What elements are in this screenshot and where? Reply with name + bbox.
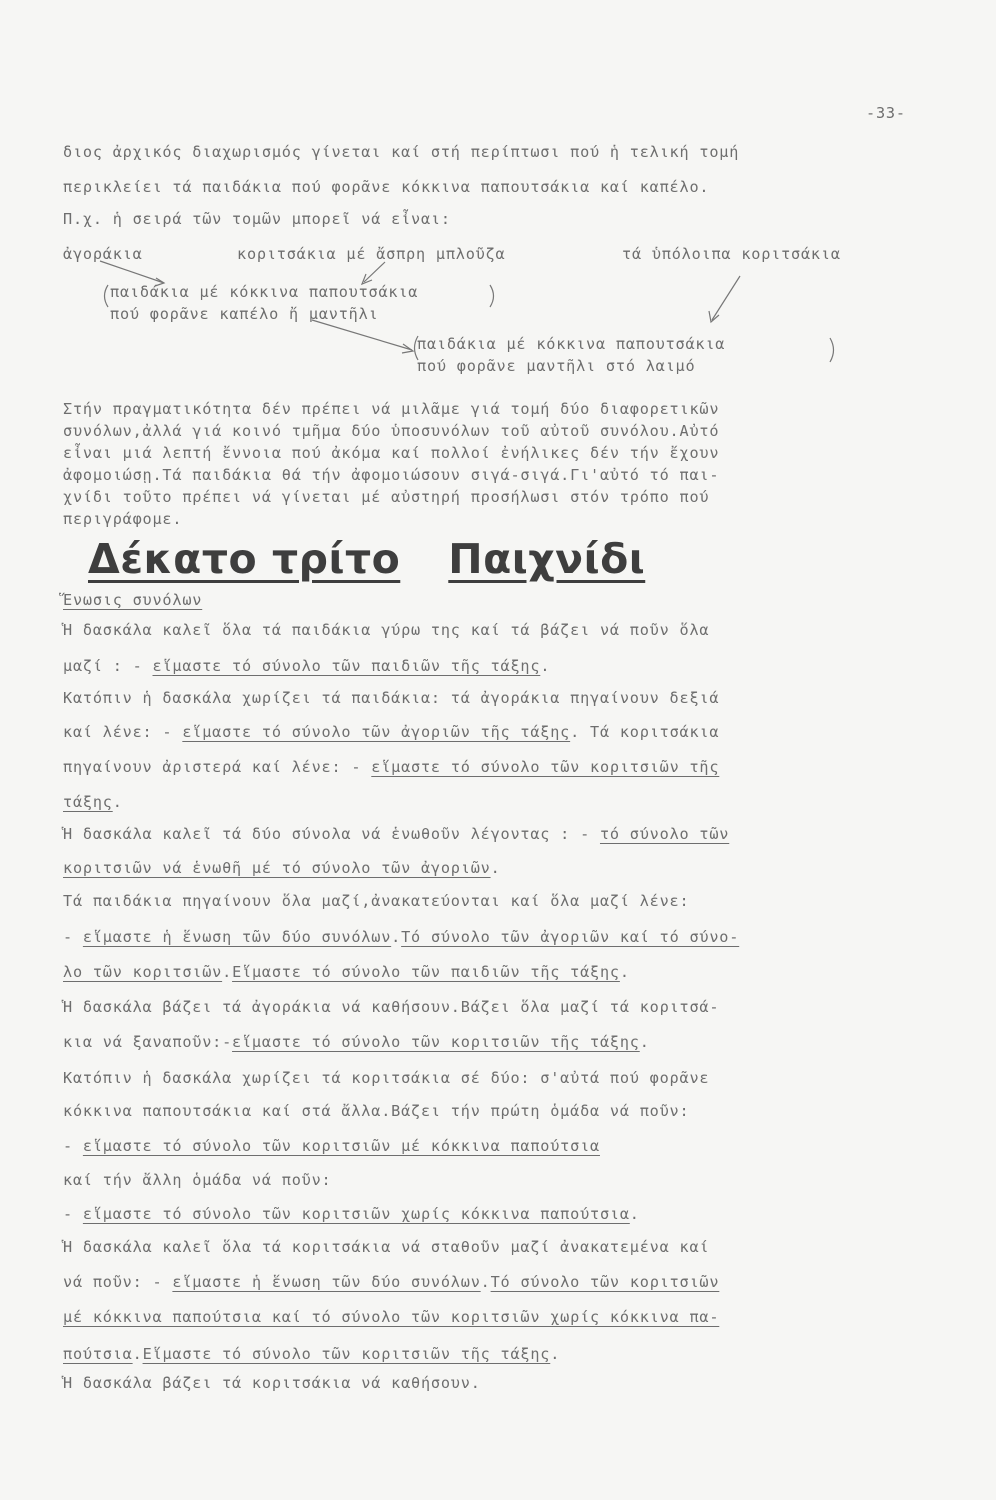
paragraph-1-line-5: χνίδι τοῦτο πρέπει νά γίνεται μέ αὐστηρή προσήλωσι στόν τρόπο πού (63, 488, 710, 506)
paragraph-1-line-1: Στήν πραγματικότητα δέν πρέπει νά μιλᾶμε γιά τομή δύο διαφορετικῶν (63, 400, 720, 418)
body-line-22: πούτσια.Εἵμαστε τό σύνολο τῶν κοριτσιῶν τῆς τάξης. (63, 1345, 561, 1363)
paragraph-1-line-3: εἶναι μιά λεπτή ἔννοια πού ἀκόμα καί πολλοί ἐνήλικες δέν τήν ἔχουν (63, 444, 720, 462)
body-line-20: νά ποῦν: - εἵμαστε ἡ ἕνωση τῶν δύο συνόλων.Τό σύνολο τῶν κοριτσιῶν (63, 1273, 720, 1291)
body-line-13: κια νά ξαναποῦν:-εἵμαστε τό σύνολο τῶν κοριτσιῶν τῆς τάξης. (63, 1033, 650, 1051)
page-number: -33- (866, 104, 906, 122)
section-subtitle: Ἕνωσις συνόλων (63, 591, 203, 609)
intro-line-3: Π.χ. ἡ σειρά τῶν τομῶν μπορεῖ νά εἶναι: (63, 210, 451, 228)
body-line-19: Ἡ δασκάλα καλεῖ ὅλα τά κοριτσάκια νά σταθοῦν μαζί ἀνακατεμένα καί (63, 1238, 710, 1256)
diagram-arrows (0, 0, 996, 420)
body-line-14: Κατόπιν ἡ δασκάλα χωρίζει τά κοριτσάκια σέ δύο: σ'αὐτά πού φορᾶνε (63, 1069, 710, 1087)
body-line-2: μαζί : - εἵμαστε τό σύνολο τῶν παιδιῶν τῆς τάξης. (63, 657, 551, 675)
diagram-set-white-blouse: κοριτσάκια μέ ἄσπρη μπλοῦζα (237, 245, 506, 263)
body-line-8: κοριτσιῶν νά ἑνωθῆ μέ τό σύνολο τῶν ἀγοριῶν. (63, 859, 501, 877)
paragraph-1-line-2: συνόλων,ἀλλά γιά κοινό τμῆμα δύο ὑποσυνόλων τοῦ αὐτοῦ συνόλου.Αὐτό (63, 422, 720, 440)
diagram-intersection-2-line-2: πού φορᾶνε μαντῆλι στό λαιμό (417, 357, 696, 375)
body-line-15: κόκκινα παπουτσάκια καί στά ἄλλα.Βάζει τήν πρώτη ὁμάδα νά ποῦν: (63, 1102, 690, 1120)
diagram-intersection-2-line-1: παιδάκια μέ κόκκινα παπουτσάκια (417, 335, 726, 353)
intro-line-2: περικλείει τά παιδάκια πού φορᾶνε κόκκινα παπουτσάκια καί καπέλο. (63, 178, 710, 196)
body-line-10: - εἵμαστε ἡ ἕνωση τῶν δύο συνόλων.Τό σύνολο τῶν ἀγοριῶν καί τό σύνο- (63, 928, 740, 946)
body-line-4: καί λένε: - εἵμαστε τό σύνολο τῶν ἀγοριῶν τῆς τάξης. Τά κοριτσάκια (63, 723, 720, 741)
section-heading-part-2: Παιχνίδι (448, 535, 646, 583)
paragraph-1-line-6: περιγράφομε. (63, 510, 183, 528)
diagram-intersection-1-line-1: παιδάκια μέ κόκκινα παπουτσάκια (110, 283, 419, 301)
diagram-intersection-1-line-2: πού φορᾶνε καπέλο ἤ μαντῆλι (110, 305, 379, 323)
section-heading-part-1: Δέκατο τρίτο (88, 535, 401, 583)
body-line-7: Ἡ δασκάλα καλεῖ τά δύο σύνολα νά ἑνωθοῦν λέγοντας : - τό σύνολο τῶν (63, 825, 730, 843)
body-line-9: Τά παιδάκια πηγαίνουν ὅλα μαζί,ἀνακατεύονται καί ὅλα μαζί λένε: (63, 892, 690, 910)
body-line-1: Ἡ δασκάλα καλεῖ ὅλα τά παιδάκια γύρω της καί τά βάζει νά ποῦν ὅλα (63, 621, 710, 639)
diagram-set-other-girls: τά ὑπόλοιπα κοριτσάκια (622, 245, 841, 263)
section-heading (88, 535, 645, 583)
body-line-21: μέ κόκκινα παπούτσια καί τό σύνολο τῶν κοριτσιῶν χωρίς κόκκινα πα- (63, 1308, 720, 1326)
body-line-16: - εἵμαστε τό σύνολο τῶν κοριτσιῶν μέ κόκκινα παπούτσια (63, 1137, 600, 1155)
body-line-3: Κατόπιν ἡ δασκάλα χωρίζει τά παιδάκια: τά ἀγοράκια πηγαίνουν δεξιά (63, 689, 720, 707)
body-line-5: πηγαίνουν ἀριστερά καί λένε: - εἵμαστε τό σύνολο τῶν κοριτσιῶν τῆς (63, 758, 720, 776)
paragraph-1-line-4: ἀφομοιώσῃ.Τά παιδάκια θά τήν ἀφομοιώσουν σιγά-σιγά.Γι'αὐτό τό παι- (63, 466, 720, 484)
body-line-12: Ἡ δασκάλα βάζει τά ἀγοράκια νά καθήσουν.Βάζει ὅλα μαζί τά κοριτσά- (63, 998, 720, 1016)
body-line-18: - εἵμαστε τό σύνολο τῶν κοριτσιῶν χωρίς κόκκινα παπούτσια. (63, 1205, 640, 1223)
body-line-11: λο τῶν κοριτσιῶν.Εἵμαστε τό σύνολο τῶν παιδιῶν τῆς τάξης. (63, 963, 630, 981)
body-line-6: τάξης. (63, 793, 123, 811)
body-line-23: Ἡ δασκάλα βάζει τά κοριτσάκια νά καθήσουν. (63, 1374, 481, 1392)
intro-line-1: διος ἀρχικός διαχωρισμός γίνεται καί στή περίπτωσι πού ἡ τελική τομή (63, 143, 740, 161)
body-line-17: καί τήν ἄλλη ὁμάδα νά ποῦν: (63, 1171, 332, 1189)
diagram-set-boys: ἀγοράκια (63, 245, 143, 263)
